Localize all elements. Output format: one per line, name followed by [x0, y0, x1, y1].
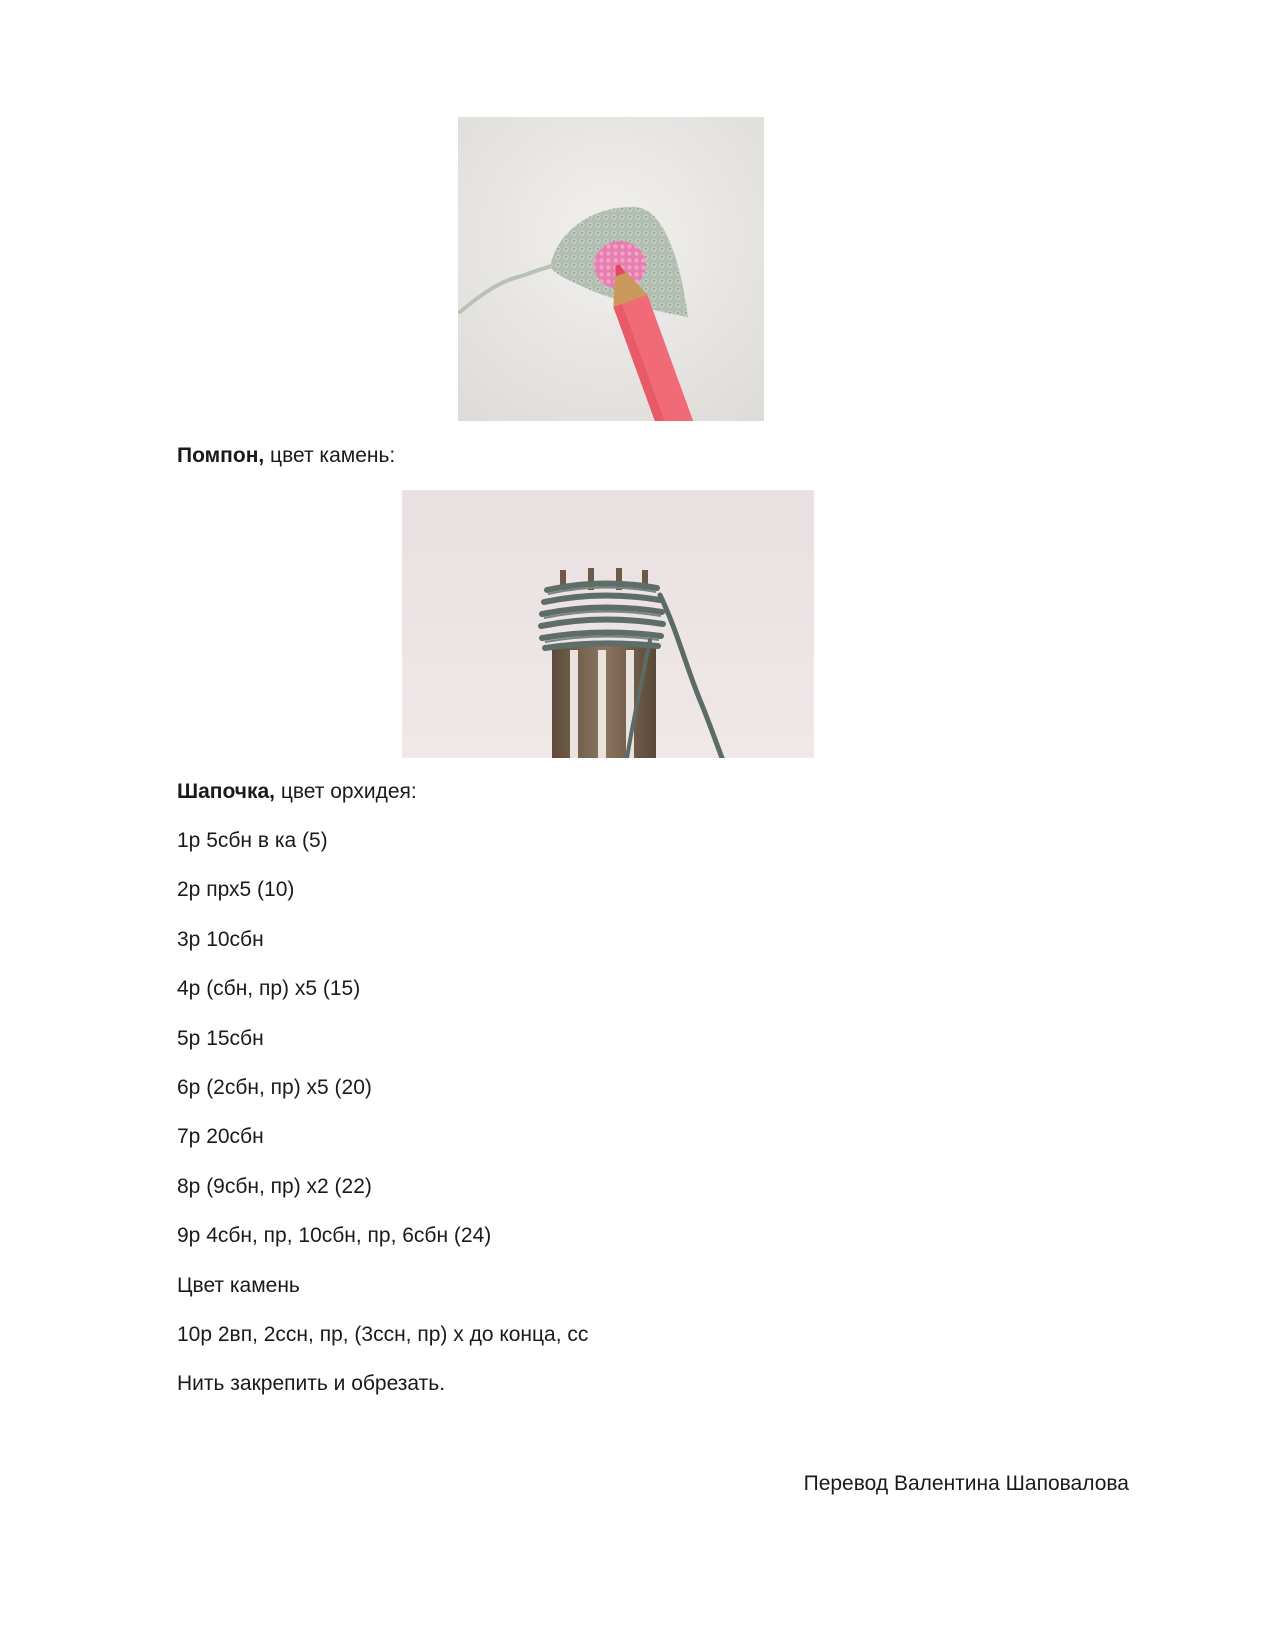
pattern-row: 2р прх5 (10) — [177, 878, 295, 901]
pompon-subtitle: цвет камень: — [264, 444, 396, 467]
finishing-note: Нить закрепить и обрезать. — [177, 1372, 446, 1395]
pompon-fork-photo — [402, 490, 814, 758]
pattern-row: 4р (сбн, пр) х5 (15) — [177, 977, 361, 1000]
pattern-row: 7р 20сбн — [177, 1125, 264, 1148]
pattern-row: 1р 5сбн в ка (5) — [177, 829, 328, 852]
pattern-row: 5р 15сбн — [177, 1027, 264, 1050]
pattern-row: 8р (9сбн, пр) х2 (22) — [177, 1175, 372, 1198]
pattern-row: 3р 10сбн — [177, 928, 264, 951]
crochet-pencil-photo — [458, 117, 764, 421]
translation-credit: Перевод Валентина Шаповалова — [803, 1472, 1129, 1495]
pattern-row: 9р 4сбн, пр, 10сбн, пр, 6сбн (24) — [177, 1224, 492, 1247]
pattern-row: 10р 2вп, 2ссн, пр, (3ссн, пр) х до конца, сс — [177, 1323, 589, 1346]
pattern-row: 6р (2сбн, пр) х5 (20) — [177, 1076, 372, 1099]
pompon-title: Помпон, — [177, 444, 265, 467]
hat-heading — [177, 779, 417, 805]
hat-subtitle: цвет орхидея: — [275, 780, 417, 803]
color-change-note: Цвет камень — [177, 1274, 300, 1297]
pompon-heading — [177, 443, 395, 469]
hat-title: Шапочка, — [177, 780, 275, 803]
